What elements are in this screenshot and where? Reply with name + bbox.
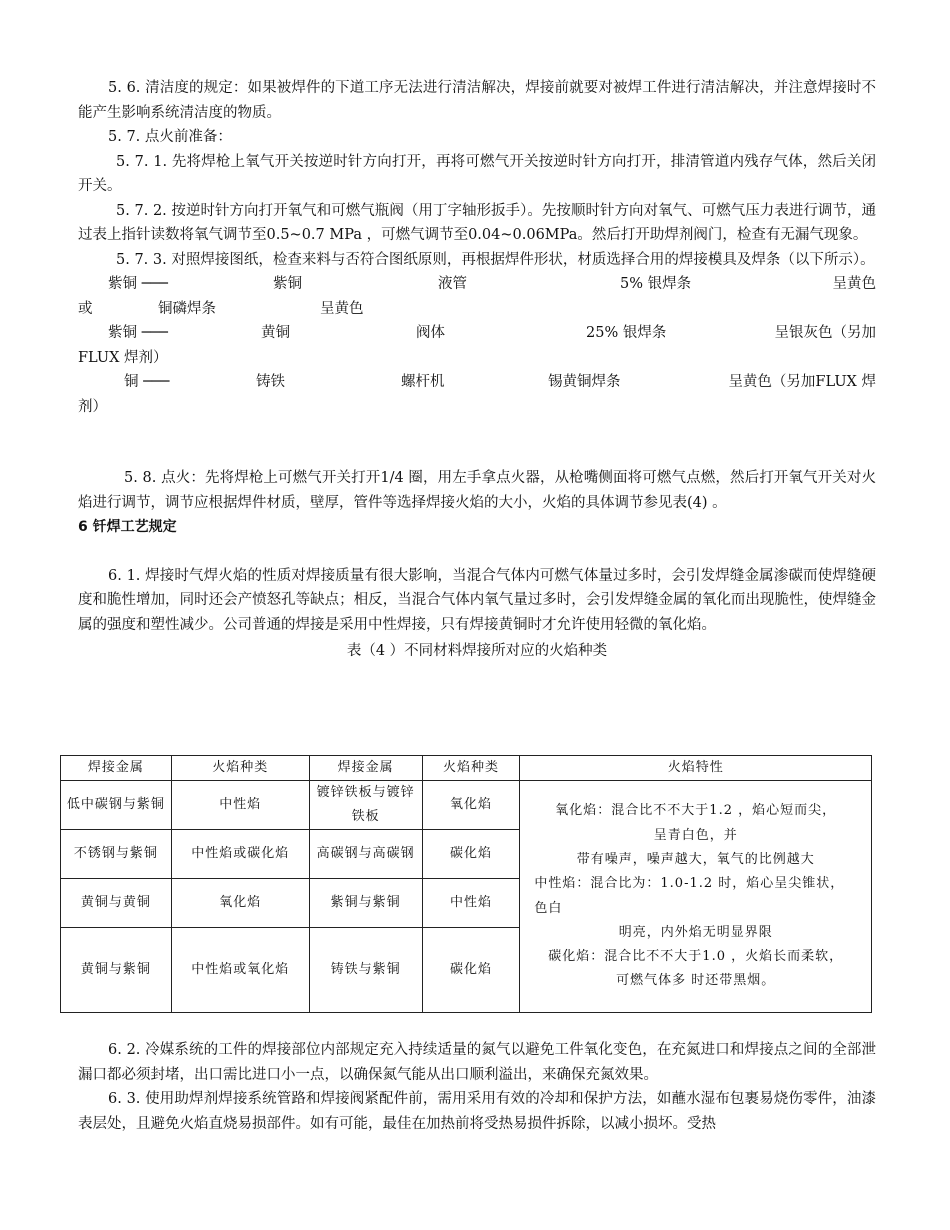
table-caption: 表（4 ）不同材料焊接所对应的火焰种类 [346,643,608,659]
flame-line: 碳化焰：混合比不不大于1.0 ，火焰长而柔软， [548,949,844,965]
table-cell: 氧化焰 [422,781,520,830]
combo-row-3b: 剂） [78,398,107,415]
combo-cell: 呈黄色 [832,276,876,292]
document-body [78,76,876,663]
para-5-7: 5. 7. 点火前准备： [108,129,232,145]
combo-cell: 铜磷焊条 [158,300,216,317]
para-5-7-2: 5. 7. 2. 按逆时针方向打开氧气和可燃气瓶阀（用丁字轴形扳手）。先按顺时针方向对氧气、可燃气压力表进行调节，通过表上指针读数将氧气调节至0.5~0.7 MPa ，可燃气调节至0.04~0.06MPa。然后打开助焊剂阀门，检查有无漏气现象。 [78,202,876,243]
para-5-7-1: 5. 7. 1. 先将焊枪上氧气开关按逆时针方向打开，再将可燃气开关按逆时针方向打开，排清管道内残存气体，然后关闭开关。 [78,153,876,194]
combo-row-1b [78,297,876,322]
table-cell: 铸铁与紫铜 [309,928,422,1013]
table-header: 火焰种类 [171,756,309,781]
table-cell: 紫铜与紫铜 [309,879,422,928]
para-6-3: 6. 3. 使用助焊剂焊接系统管路和焊接阀紧配件前，需用采用有效的冷却和保护方法，如蘸水湿布包裹易烧伤零件，油漆表层处，且避免火焰直烧易损部件。如有可能，最佳在加热前将受热易损件拆除，以减小损坏。受热 [78,1091,876,1132]
combo-cell: 25% 银焊条 [586,325,667,341]
table-cell: 不锈钢与紫铜 [61,830,172,879]
para-5-7-3: 5. 7. 3. 对照焊接图纸，检查来料与否符合图纸原则，再根据焊件形状，材质选择合用的焊接模具及焊条（以下所示）。 [116,251,875,268]
combo-cell: 紫铜 ─── [108,276,168,292]
table-header: 焊接金属 [309,756,422,781]
table-cell: 高碳钢与高碳钢 [309,830,422,879]
table-cell: 中性焰或氧化焰 [171,928,309,1013]
combo-cell: 锡黄铜焊条 [548,374,621,390]
combo-cell: 液管 [438,276,467,292]
para-5-6: 5. 6. 清洁度的规定：如果被焊件的下道工序无法进行清洁解决，焊接前就要对被焊工件进行清洁解决，并注意焊接时不能产生影响系统清洁度的物质。 [78,80,876,121]
flame-line: 可燃气体多 时还带黑烟。 [616,973,776,989]
combo-cell: 铸铁 [256,374,285,390]
combo-cell: 或 [78,300,93,317]
table-header: 火焰特性 [520,756,872,781]
combo-cell: 铜 ─── [124,374,170,390]
combo-row-3 [78,370,876,395]
flame-characteristics-cell [520,781,872,1013]
combo-row-2 [78,321,876,346]
combo-cell: 紫铜 ─── [108,325,168,341]
flame-line: 氧化焰：混合比不不大于1.2 ，焰心短而尖， [555,803,837,819]
combo-cell: 阀体 [416,325,445,341]
table-cell: 低中碳钢与紫铜 [61,781,172,830]
flame-line: 明亮，内外焰无明显界限 [618,924,773,940]
flame-line: 中性焰：混合比为：1.0-1.2 时，焰心呈尖锥状，色白 [534,876,845,916]
table-cell: 碳化焰 [422,830,520,879]
document-body-lower [78,1038,876,1136]
spacer [78,540,876,564]
flame-line: 带有噪声，噪声越大，氧气的比例越大 [576,851,815,867]
combo-cell: 黄铜 [261,325,290,341]
table-cell: 黄铜与黄铜 [61,879,172,928]
flame-type-table [60,755,872,1013]
table-cell: 中性焰或碳化焰 [171,830,309,879]
table-cell: 氧化焰 [171,879,309,928]
section-heading-6: 6 钎焊工艺规定 [78,519,177,535]
para-6-1: 6. 1. 焊接时气焊火焰的性质对焊接质量有很大影响，当混合气体内可燃气体量过多时，会引发焊缝金属渗碳而使焊缝硬度和脆性增加，同时还会产愤怒孔等缺点；相反，当混合气体内氧气量过多时，会引发焊缝金属的氧化而出现脆性，使焊缝金属的强度和塑性减少。公司普通的焊接是采用中性焊接，只有焊接黄铜时才允许使用轻微的氧化焰。 [78,567,876,633]
table-cell: 黄铜与紫铜 [61,928,172,1013]
combo-cell: 呈银灰色（另加 [774,325,876,341]
table-cell: 镀锌铁板与镀锌铁板 [309,781,422,830]
table-row [61,781,872,830]
flame-line: 呈青白色，并 [653,827,738,843]
combo-cell: 呈黄色（另加FLUX 焊 [728,374,876,390]
combo-cell: 紫铜 [273,276,302,292]
combo-cell: 呈黄色 [320,300,364,317]
combo-row-1 [78,272,876,297]
table-header-row [61,756,872,781]
combo-row-2b: FLUX 焊剂） [78,349,168,366]
table-cell: 中性焰 [422,879,520,928]
combo-cell: 5% 银焊条 [620,276,692,292]
table-header: 焊接金属 [61,756,172,781]
combo-cell: 螺杆机 [401,374,445,390]
para-6-2: 6. 2. 冷媒系统的工件的焊接部位内部规定充入持续适量的氮气以避免工件氧化变色，在充氮进口和焊接点之间的全部泄漏口都必须封堵，出口需比进口小一点，以确保氮气能从出口顺利溢出，来确保充氮效果。 [78,1042,876,1083]
spacer [78,419,876,466]
table-header: 火焰种类 [422,756,520,781]
table-cell: 中性焰 [171,781,309,830]
para-5-8: 5. 8. 点火：先将焊枪上可燃气开关打开1/4 圈，用左手拿点火器，从枪嘴侧面将可燃气点燃，然后打开氧气开关对火焰进行调节，调节应根据焊件材质，壁厚，管件等选择焊接火焰的大小，火焰的具体调节参见表(4) 。 [78,470,876,511]
table-cell: 碳化焰 [422,928,520,1013]
